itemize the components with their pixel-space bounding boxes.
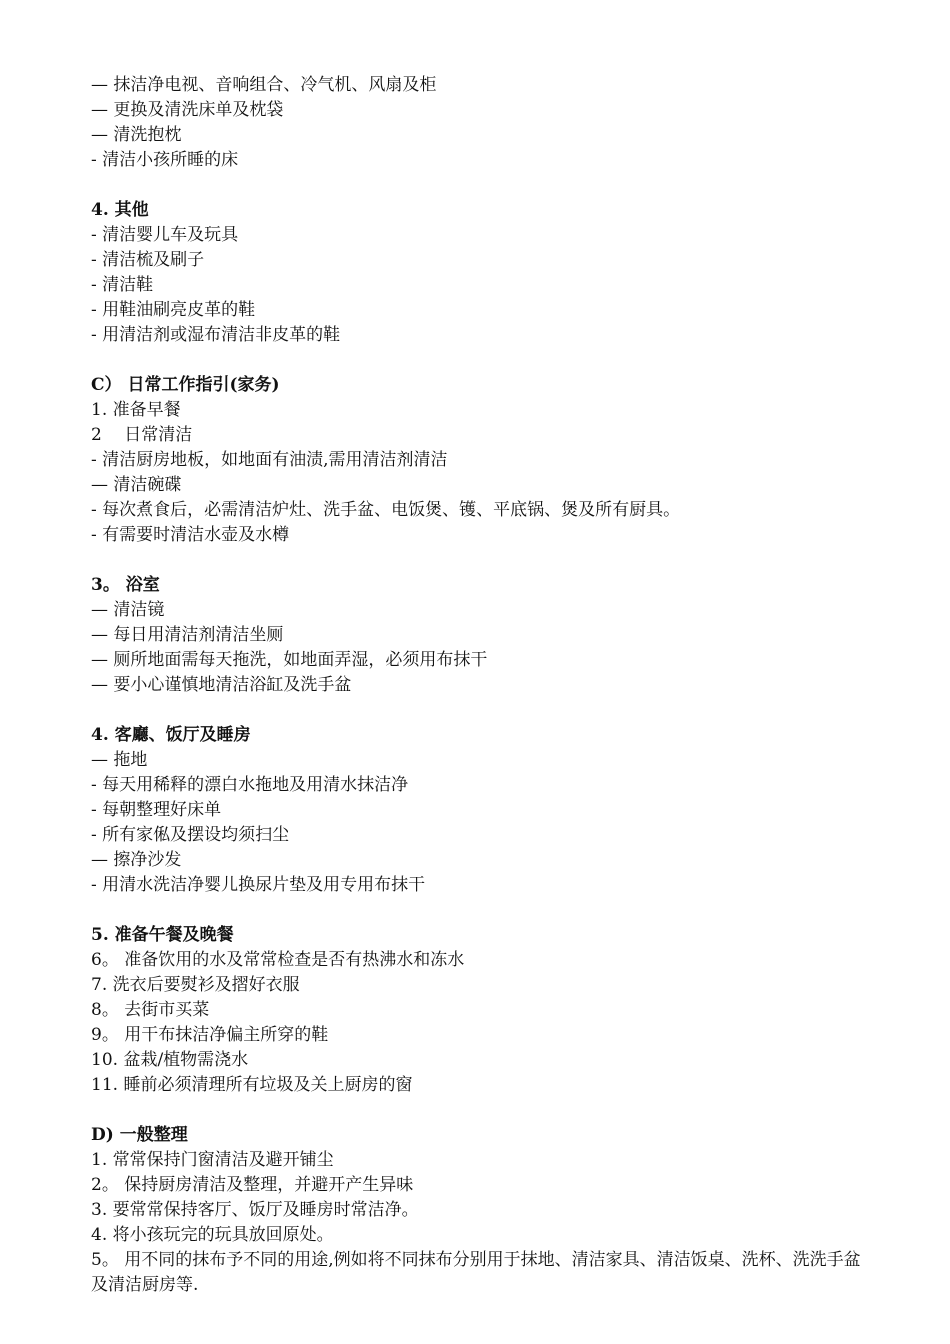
- spacer: [91, 548, 861, 573]
- list-item: - 用清水洗洁净婴儿换尿片垫及用专用布抹干: [91, 875, 426, 895]
- document-page: [91, 73, 861, 1298]
- spacer: [91, 898, 861, 923]
- list-item: — 擦净沙发: [91, 850, 182, 870]
- list-item: 9。 用干布抹洁净偏主所穿的鞋: [91, 1025, 329, 1045]
- list-item: 2 日常清洁: [91, 425, 193, 445]
- section-heading: 4. 其他: [91, 200, 149, 220]
- section-heading: 3。 浴室: [91, 575, 160, 595]
- list-item: - 每天用稀释的漂白水拖地及用清水抹洁净: [91, 775, 409, 795]
- list-item: - 清洁厨房地板，如地面有油渍,需用清洁剂清洁: [91, 450, 448, 470]
- list-item: 1. 准备早餐: [91, 400, 181, 420]
- list-item: — 清洁镜: [91, 600, 165, 620]
- list-item: — 每日用清洁剂清洁坐厕: [91, 625, 284, 645]
- list-item: - 清洁小孩所睡的床: [91, 150, 239, 170]
- section-bathroom: [91, 573, 861, 698]
- list-item: 2。 保持厨房清洁及整理，并避开产生异味: [91, 1175, 414, 1195]
- list-item: - 用清洁剂或湿布清洁非皮革的鞋: [91, 325, 341, 345]
- spacer: [91, 173, 861, 198]
- list-item: 6。 准备饮用的水及常常检查是否有热沸水和冻水: [91, 950, 465, 970]
- list-item: — 拖地: [91, 750, 148, 770]
- list-item: - 所有家俬及摆设均须扫尘: [91, 825, 290, 845]
- list-item: 1. 常常保持门窗清洁及避开铺尘: [91, 1150, 334, 1170]
- section-living-rooms: [91, 723, 861, 898]
- section-heading: 4. 客廳、饭厅及睡房: [91, 725, 251, 745]
- section-heading: D) 一般整理: [91, 1125, 188, 1145]
- list-item: 4. 将小孩玩完的玩具放回原处。: [91, 1225, 334, 1245]
- list-item: — 清洁碗碟: [91, 475, 182, 495]
- section-daily-guide: [91, 373, 861, 548]
- spacer: [91, 1098, 861, 1123]
- list-item: — 更换及清洗床单及枕袋: [91, 100, 284, 120]
- section-other: [91, 198, 861, 348]
- list-item: 5。 用不同的抹布予不同的用途,例如将不同抹布分别用于抹地、清洁家具、清洁饭桌、洗杯、洗洗手盆及清洁厨房等.: [91, 1250, 861, 1295]
- list-item: — 抹洁净电视、音响组合、冷气机、风扇及柜: [91, 75, 437, 95]
- section-meals: [91, 923, 861, 1098]
- list-item: 10. 盆栽/植物需浇水: [91, 1050, 249, 1070]
- list-item: — 清洗抱枕: [91, 125, 182, 145]
- list-item: 11. 睡前必须清理所有垃圾及关上厨房的窗: [91, 1075, 413, 1095]
- list-item: - 清洁梳及刷子: [91, 250, 205, 270]
- spacer: [91, 698, 861, 723]
- list-item: - 清洁婴儿车及玩具: [91, 225, 239, 245]
- list-item: - 有需要时清洁水壶及水樽: [91, 525, 290, 545]
- list-item: - 每朝整理好床单: [91, 800, 222, 820]
- section-heading: 5. 准备午餐及晚餐: [91, 925, 234, 945]
- list-item: - 每次煮食后，必需清洁炉灶、洗手盆、电饭煲、镬、平底锅、煲及所有厨具。: [91, 500, 681, 520]
- section-heading: C） 日常工作指引(家务): [91, 375, 280, 395]
- section-general-tidying: [91, 1123, 861, 1298]
- list-item: — 要小心谨慎地清洁浴缸及洗手盆: [91, 675, 352, 695]
- list-item: - 用鞋油刷亮皮革的鞋: [91, 300, 256, 320]
- list-item: — 厕所地面需每天拖洗，如地面弄湿，必须用布抹干: [91, 650, 488, 670]
- list-item: - 清洁鞋: [91, 275, 154, 295]
- cleaning-list-continued: [91, 73, 861, 173]
- spacer: [91, 348, 861, 373]
- list-item: 3. 要常常保持客厅、饭厅及睡房时常洁净。: [91, 1200, 419, 1220]
- list-item: 8。 去街市买菜: [91, 1000, 210, 1020]
- list-item: 7. 洗衣后要熨衫及摺好衣服: [91, 975, 300, 995]
